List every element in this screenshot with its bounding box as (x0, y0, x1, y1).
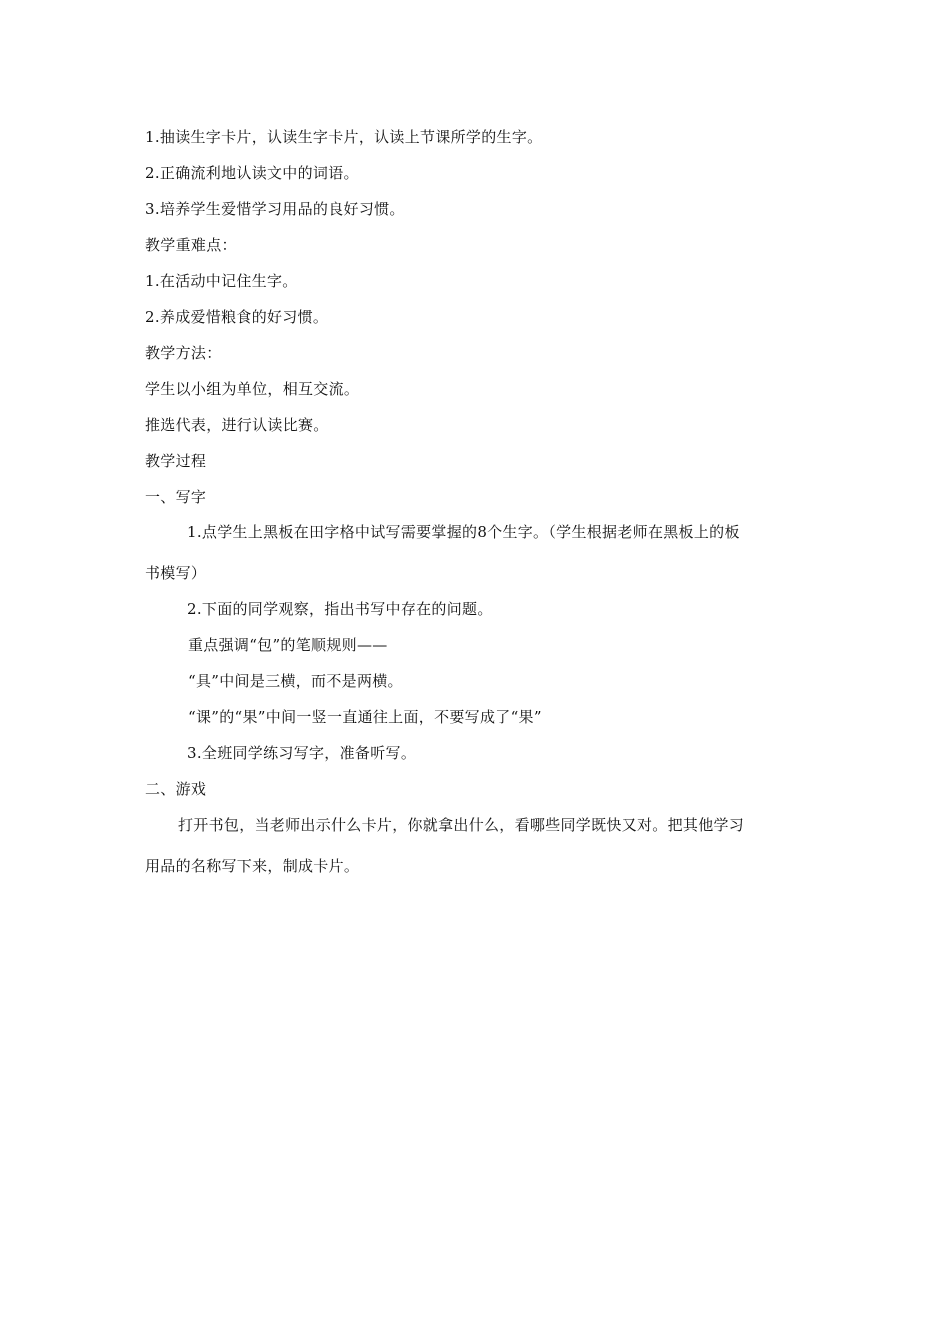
step-1-continued: 书模写） (145, 564, 207, 582)
key-point-1: 1.在活动中记住生字。 (145, 272, 298, 290)
key-point-2: 2.养成爱惜粮食的好习惯。 (145, 308, 329, 326)
section-heading-process: 教学过程 (145, 452, 207, 470)
step-2: 2.下面的同学观察，指出书写中存在的问题。 (187, 600, 493, 618)
step-1: 1.点学生上黑板在田字格中试写需要掌握的8个生字。（学生根据老师在黑板上的板 (187, 523, 740, 541)
game-description-continued: 用品的名称写下来，制成卡片。 (145, 857, 360, 875)
section-heading-methods: 教学方法： (145, 344, 222, 362)
section-heading-key-points: 教学重难点： (145, 236, 237, 254)
step-2-note-1: 重点强调“包”的笔顺规则—— (188, 636, 388, 654)
part-2-heading: 二、游戏 (145, 780, 207, 798)
step-2-note-2: “具”中间是三横，而不是两横。 (188, 672, 403, 690)
game-description: 打开书包，当老师出示什么卡片，你就拿出什么，看哪些同学既快又对。把其他学习 (178, 816, 745, 834)
objective-1: 1.抽读生字卡片，认读生字卡片，认读上节课所学的生字。 (145, 128, 543, 146)
method-2: 推选代表，进行认读比赛。 (145, 416, 329, 434)
objective-3: 3.培养学生爱惜学习用品的良好习惯。 (145, 200, 405, 218)
method-1: 学生以小组为单位，相互交流。 (145, 380, 360, 398)
step-2-note-3: “课”的“果”中间一竖一直通往上面，不要写成了“果” (188, 708, 542, 726)
part-1-heading: 一、写字 (145, 488, 207, 506)
objective-2: 2.正确流利地认读文中的词语。 (145, 164, 359, 182)
step-3: 3.全班同学练习写字，准备听写。 (187, 744, 417, 762)
